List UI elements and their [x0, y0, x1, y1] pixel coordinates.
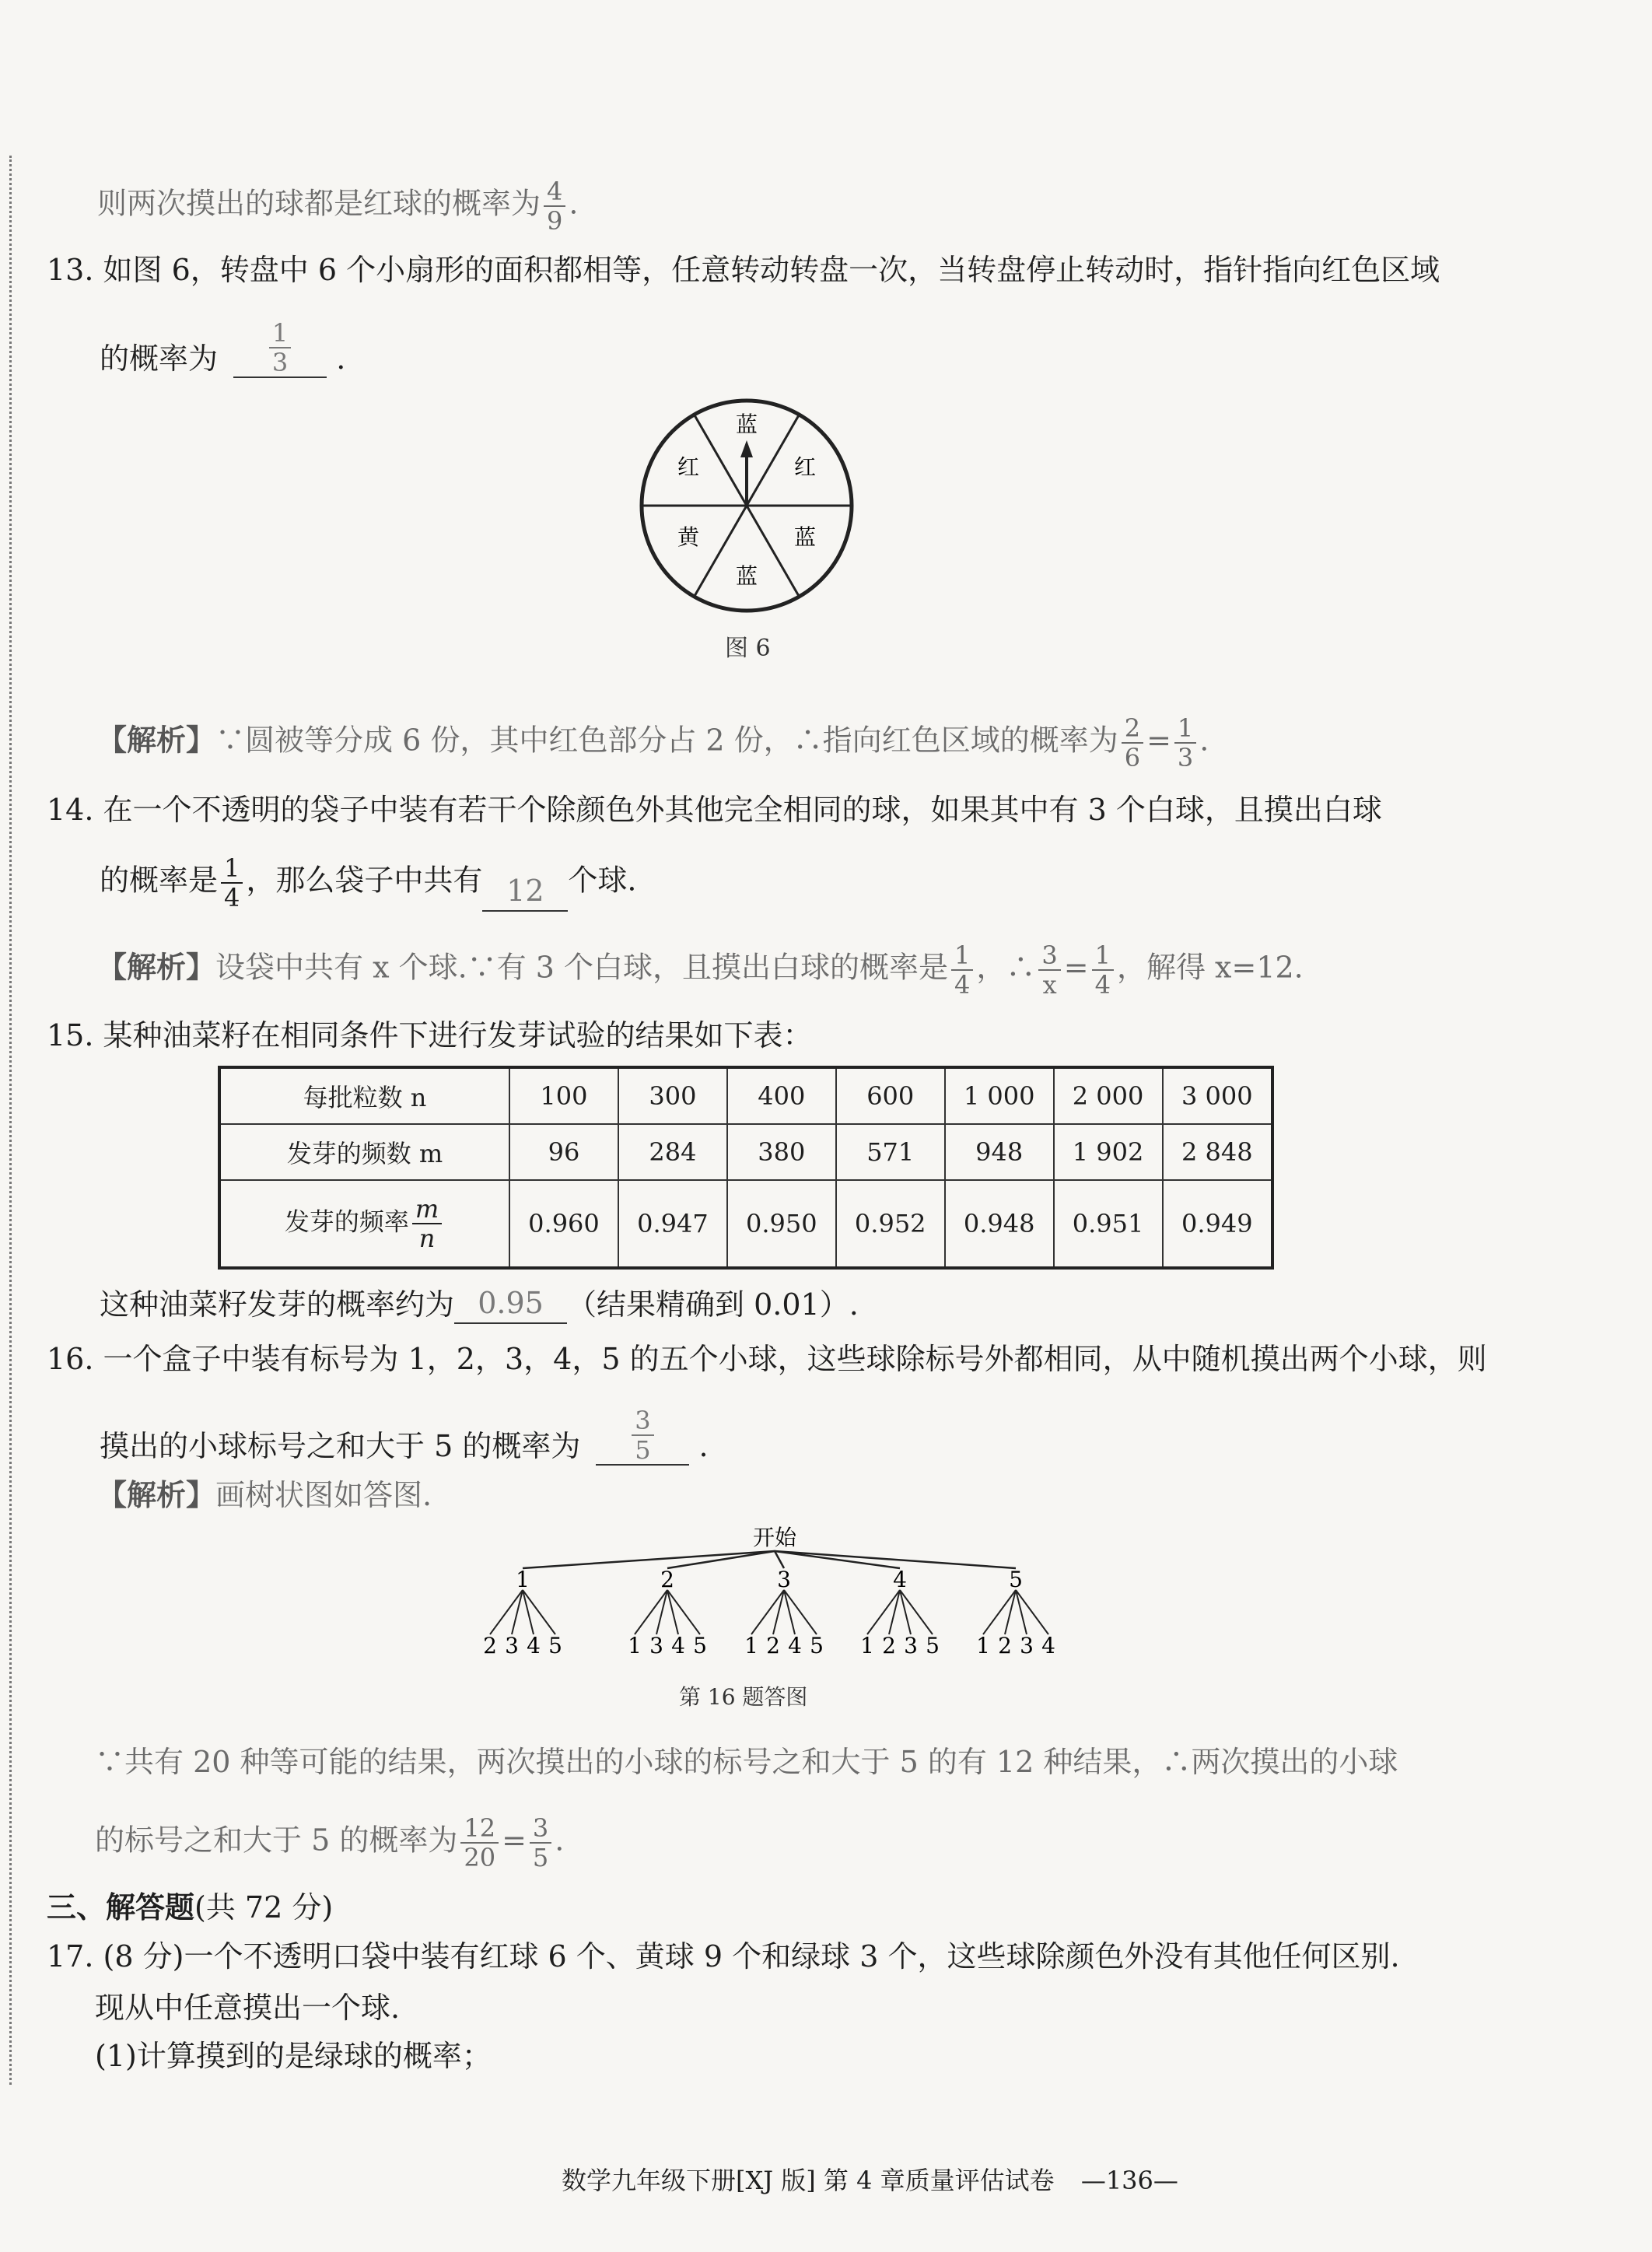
table-row-label: 发芽的频数 m [219, 1124, 509, 1180]
q14-analysis-b: ，∴ [976, 950, 1036, 985]
tree-node-label: 3 [777, 1567, 791, 1592]
q16-analysis-text: 画树状图如答图. [215, 1478, 432, 1512]
tree-leaf-label: 1 [860, 1633, 874, 1658]
q16-c-end: . [555, 1823, 565, 1858]
q16-cf1-num: 12 [460, 1814, 499, 1844]
table-cell: 0.947 [618, 1180, 727, 1268]
q14-analysis-eq: = [1063, 950, 1089, 985]
table-cell: 284 [618, 1124, 727, 1180]
q14-text2a: 的概率是 [100, 863, 219, 898]
table-row-label: 每批粒数 n [219, 1067, 509, 1124]
table-cell: 600 [836, 1067, 945, 1124]
q16-text: 一个盒子中装有标号为 1，2，3，4，5 的五个小球，这些球除标号外都相同，从中随机摸出两个小球，则 [103, 1342, 1487, 1376]
q15-answer: 0.95 [454, 1284, 567, 1324]
q12-end: . [569, 186, 579, 221]
q13-analysis-end: . [1199, 723, 1209, 758]
q13-ans-num: 1 [269, 319, 291, 348]
tree-node-label: 1 [516, 1567, 530, 1592]
table-cell: 0.950 [727, 1180, 836, 1268]
q13-analysis-frac1 [1122, 714, 1143, 772]
q14-text: 在一个不透明的袋子中装有若干个除颜色外其他完全相同的球，如果其中有 3 个白球，且摸出白球 [103, 793, 1382, 827]
sector-lower-right-label: 蓝 [793, 524, 817, 550]
q17-text1: (8 分)一个不透明口袋中装有红球 6 个、黄球 9 个和绿球 3 个，这些球除颜色外没有其他任何区别. [103, 1939, 1400, 1974]
q13-analysis-frac2 [1174, 714, 1196, 772]
table-cell: 2 000 [1054, 1067, 1163, 1124]
tree-node-label: 4 [893, 1567, 907, 1592]
table-cell: 2 848 [1163, 1124, 1272, 1180]
q15-text2b: （结果精确到 0.01）. [567, 1287, 859, 1322]
q12-frac-num: 4 [544, 177, 565, 207]
tree-edge [775, 1551, 784, 1568]
section3-title: 三、解答题 [47, 1890, 195, 1925]
table-cell: 0.949 [1163, 1180, 1272, 1268]
table-cell: 96 [509, 1124, 618, 1180]
tree-leaf-label: 2 [766, 1633, 780, 1658]
tree-edge [667, 1551, 775, 1568]
table-cell: 571 [836, 1124, 945, 1180]
q14-text2c: 个球. [568, 863, 637, 898]
q16-cf1 [460, 1814, 499, 1872]
tree-leaf-label: 3 [649, 1633, 663, 1658]
tree-edge [523, 1551, 775, 1568]
page-number: —136— [1080, 2166, 1178, 2195]
spinner-figure [630, 389, 863, 622]
q13-analysis-tag: 【解析】 [97, 722, 216, 758]
q13-ans-den: 3 [271, 348, 289, 377]
q14-af1 [951, 941, 973, 999]
q17-number: 17. [47, 1939, 94, 1974]
table-cell: 0.948 [945, 1180, 1054, 1268]
q14-line2 [100, 854, 636, 912]
q17-line2 [95, 1988, 400, 2027]
tree-leaf-label: 5 [926, 1633, 940, 1658]
q15-line2 [100, 1284, 859, 1324]
tree-leaf-label: 2 [483, 1633, 497, 1658]
q13-answer [269, 319, 291, 377]
table-cell: 0.952 [836, 1180, 945, 1268]
q14-af2 [1038, 941, 1060, 999]
table-cell: 380 [727, 1124, 836, 1180]
tree-leaf-label: 1 [976, 1633, 990, 1658]
sector-top-label: 蓝 [735, 412, 758, 437]
q14-analysis-c: ，解得 x=12. [1116, 950, 1304, 985]
q15-number: 15. [47, 1018, 94, 1052]
q14-af2-den: x [1042, 970, 1057, 1000]
tree-leaf-label: 3 [904, 1633, 918, 1658]
q16-conclusion2-text: 的标号之和大于 5 的概率为 [95, 1823, 458, 1858]
table-cell: 300 [618, 1067, 727, 1124]
q16-cf2 [530, 1814, 551, 1872]
tree-leaf-label: 4 [788, 1633, 802, 1658]
sector-upper-right-label: 红 [793, 454, 817, 480]
tree-node-label: 5 [1009, 1567, 1023, 1592]
q17-text3: (1)计算摸到的是绿球的概率； [95, 2039, 492, 2073]
table-cell: 100 [509, 1067, 618, 1124]
q17-line1 [47, 1937, 1400, 1976]
tree-node-label: 2 [660, 1567, 674, 1592]
q14-af3-den: 4 [1094, 970, 1111, 1000]
tree-leaf-label: 4 [1041, 1633, 1055, 1658]
q16-ans-num: 3 [632, 1406, 653, 1436]
q15-text2a: 这种油菜籽发芽的概率约为 [100, 1287, 455, 1322]
q13-answer-blank [233, 319, 327, 378]
tree-leaf-label: 1 [744, 1633, 758, 1658]
q16-cf2-num: 3 [530, 1814, 551, 1844]
q17-text2: 现从中任意摸出一个球. [95, 1991, 401, 2025]
row3-label-text: 发芽的频率 [284, 1207, 409, 1237]
tree-root-label: 开始 [752, 1525, 797, 1550]
q16-text2: 摸出的小球标号之和大于 5 的概率为 [100, 1429, 581, 1463]
q16-answer [632, 1406, 653, 1464]
figure6-caption: 图 6 [725, 635, 771, 662]
table-cell: 1 902 [1054, 1124, 1163, 1180]
q14-number: 14. [47, 793, 94, 827]
q12-tail [97, 177, 578, 235]
q14-line1 [47, 790, 1382, 829]
q15-text: 某种油菜籽在相同条件下进行发芽试验的结果如下表： [103, 1018, 813, 1052]
row3-frac [412, 1195, 442, 1252]
q16-cf2-den: 5 [532, 1843, 549, 1872]
sector-upper-left-label: 红 [677, 454, 700, 480]
binding-margin [9, 156, 12, 2085]
q13-line1 [47, 250, 1440, 289]
q16-cf1-den: 20 [464, 1843, 496, 1872]
q16-number: 16. [47, 1342, 94, 1376]
tree-diagram [459, 1517, 1055, 1665]
table-row [219, 1180, 1272, 1268]
q14-af2-num: 3 [1038, 941, 1060, 971]
q14-answer: 12 [482, 871, 568, 912]
q13-af1-den: 6 [1124, 743, 1141, 772]
tree-leaf-label: 5 [548, 1633, 562, 1658]
table-row-label [219, 1180, 509, 1268]
section3-heading [47, 1888, 333, 1927]
q13-end: . [336, 341, 346, 376]
tree-leaf-label: 4 [527, 1633, 541, 1658]
q13-af2-num: 1 [1174, 714, 1196, 744]
table-row [219, 1067, 1272, 1124]
q13-analysis-text: ∵圆被等分成 6 份，其中红色部分占 2 份，∴指向红色区域的概率为 [215, 723, 1118, 758]
q13-analysis [97, 714, 1209, 772]
sector-lower-left-label: 黄 [677, 524, 700, 550]
q14-analysis-a: 设袋中共有 x 个球.∵有 3 个白球，且摸出白球的概率是 [215, 950, 949, 985]
q14-af3 [1092, 941, 1114, 999]
q16-conclusion1 [95, 1742, 1398, 1781]
q14-af1-num: 1 [951, 941, 973, 971]
q16-line1 [47, 1340, 1487, 1378]
tree-leaf-label: 1 [628, 1633, 642, 1658]
tree-caption: 第 16 题答图 [679, 1684, 808, 1710]
page-footer [562, 2161, 1178, 2200]
tree-leaf-label: 2 [882, 1633, 896, 1658]
row3-frac-den: n [418, 1224, 436, 1253]
q16-conclusion2 [95, 1814, 564, 1872]
table-cell: 948 [945, 1124, 1054, 1180]
q16-c-eq: = [502, 1823, 527, 1858]
q16-end: . [698, 1429, 709, 1463]
q16-line2 [100, 1406, 709, 1466]
q12-tail-text: 则两次摸出的球都是红球的概率为 [97, 186, 541, 221]
table-cell: 3 000 [1163, 1067, 1272, 1124]
q14-p-den: 4 [224, 883, 240, 912]
q17-line3 [95, 2037, 492, 2075]
section3-score: (共 72 分) [194, 1890, 334, 1925]
table-cell: 0.960 [509, 1180, 618, 1268]
tree-leaf-label: 5 [693, 1633, 707, 1658]
q13-number: 13. [47, 253, 94, 287]
q13-text2: 的概率为 [100, 341, 219, 376]
q13-af1-num: 2 [1122, 714, 1143, 744]
q14-af3-num: 1 [1092, 941, 1114, 971]
q13-analysis-eq: = [1146, 723, 1171, 758]
tree-leaf-label: 4 [671, 1633, 685, 1658]
tree-leaf-label: 5 [810, 1633, 824, 1658]
q14-prob-frac [221, 854, 243, 912]
q16-answer-blank [596, 1406, 689, 1466]
q14-p-num: 1 [221, 854, 243, 884]
q16-conclusion1-text: ∵共有 20 种等可能的结果，两次摸出的小球的标号之和大于 5 的有 12 种结果，∴两次摸出的小球 [95, 1745, 1398, 1779]
tree-leaf-label: 3 [505, 1633, 519, 1658]
q14-analysis-tag: 【解析】 [97, 949, 216, 985]
q16-analysis-tag: 【解析】 [97, 1477, 216, 1512]
table-cell: 0.951 [1054, 1180, 1163, 1268]
q13-text: 如图 6，转盘中 6 个小扇形的面积都相等，任意转动转盘一次，当转盘停止转动时，指针指向红色区域 [103, 253, 1440, 287]
q14-af1-den: 4 [954, 970, 971, 1000]
q13-line2 [100, 319, 345, 378]
row3-frac-num: m [412, 1195, 442, 1224]
tree-leaf-label: 3 [1020, 1633, 1034, 1658]
spinner-pointer-arrow-icon [740, 440, 753, 457]
q14-analysis [97, 941, 1304, 999]
tree-edge [775, 1551, 1016, 1568]
q16-analysis [97, 1476, 432, 1515]
q13-af2-den: 3 [1177, 743, 1194, 772]
table-cell: 1 000 [945, 1067, 1054, 1124]
sector-bottom-label: 蓝 [735, 563, 758, 589]
tree-edge [775, 1551, 900, 1568]
table-row [219, 1124, 1272, 1180]
q16-ans-den: 5 [635, 1435, 651, 1465]
q15-line1 [47, 1016, 813, 1055]
tree-leaf-label: 2 [998, 1633, 1012, 1658]
q12-fraction [544, 177, 565, 235]
q14-text2b: ，那么袋子中共有 [246, 863, 483, 898]
germination-table [218, 1066, 1274, 1270]
table-cell: 400 [727, 1067, 836, 1124]
footer-text: 数学九年级下册[XJ 版] 第 4 章质量评估试卷 [562, 2166, 1055, 2195]
q12-frac-den: 9 [547, 206, 563, 236]
